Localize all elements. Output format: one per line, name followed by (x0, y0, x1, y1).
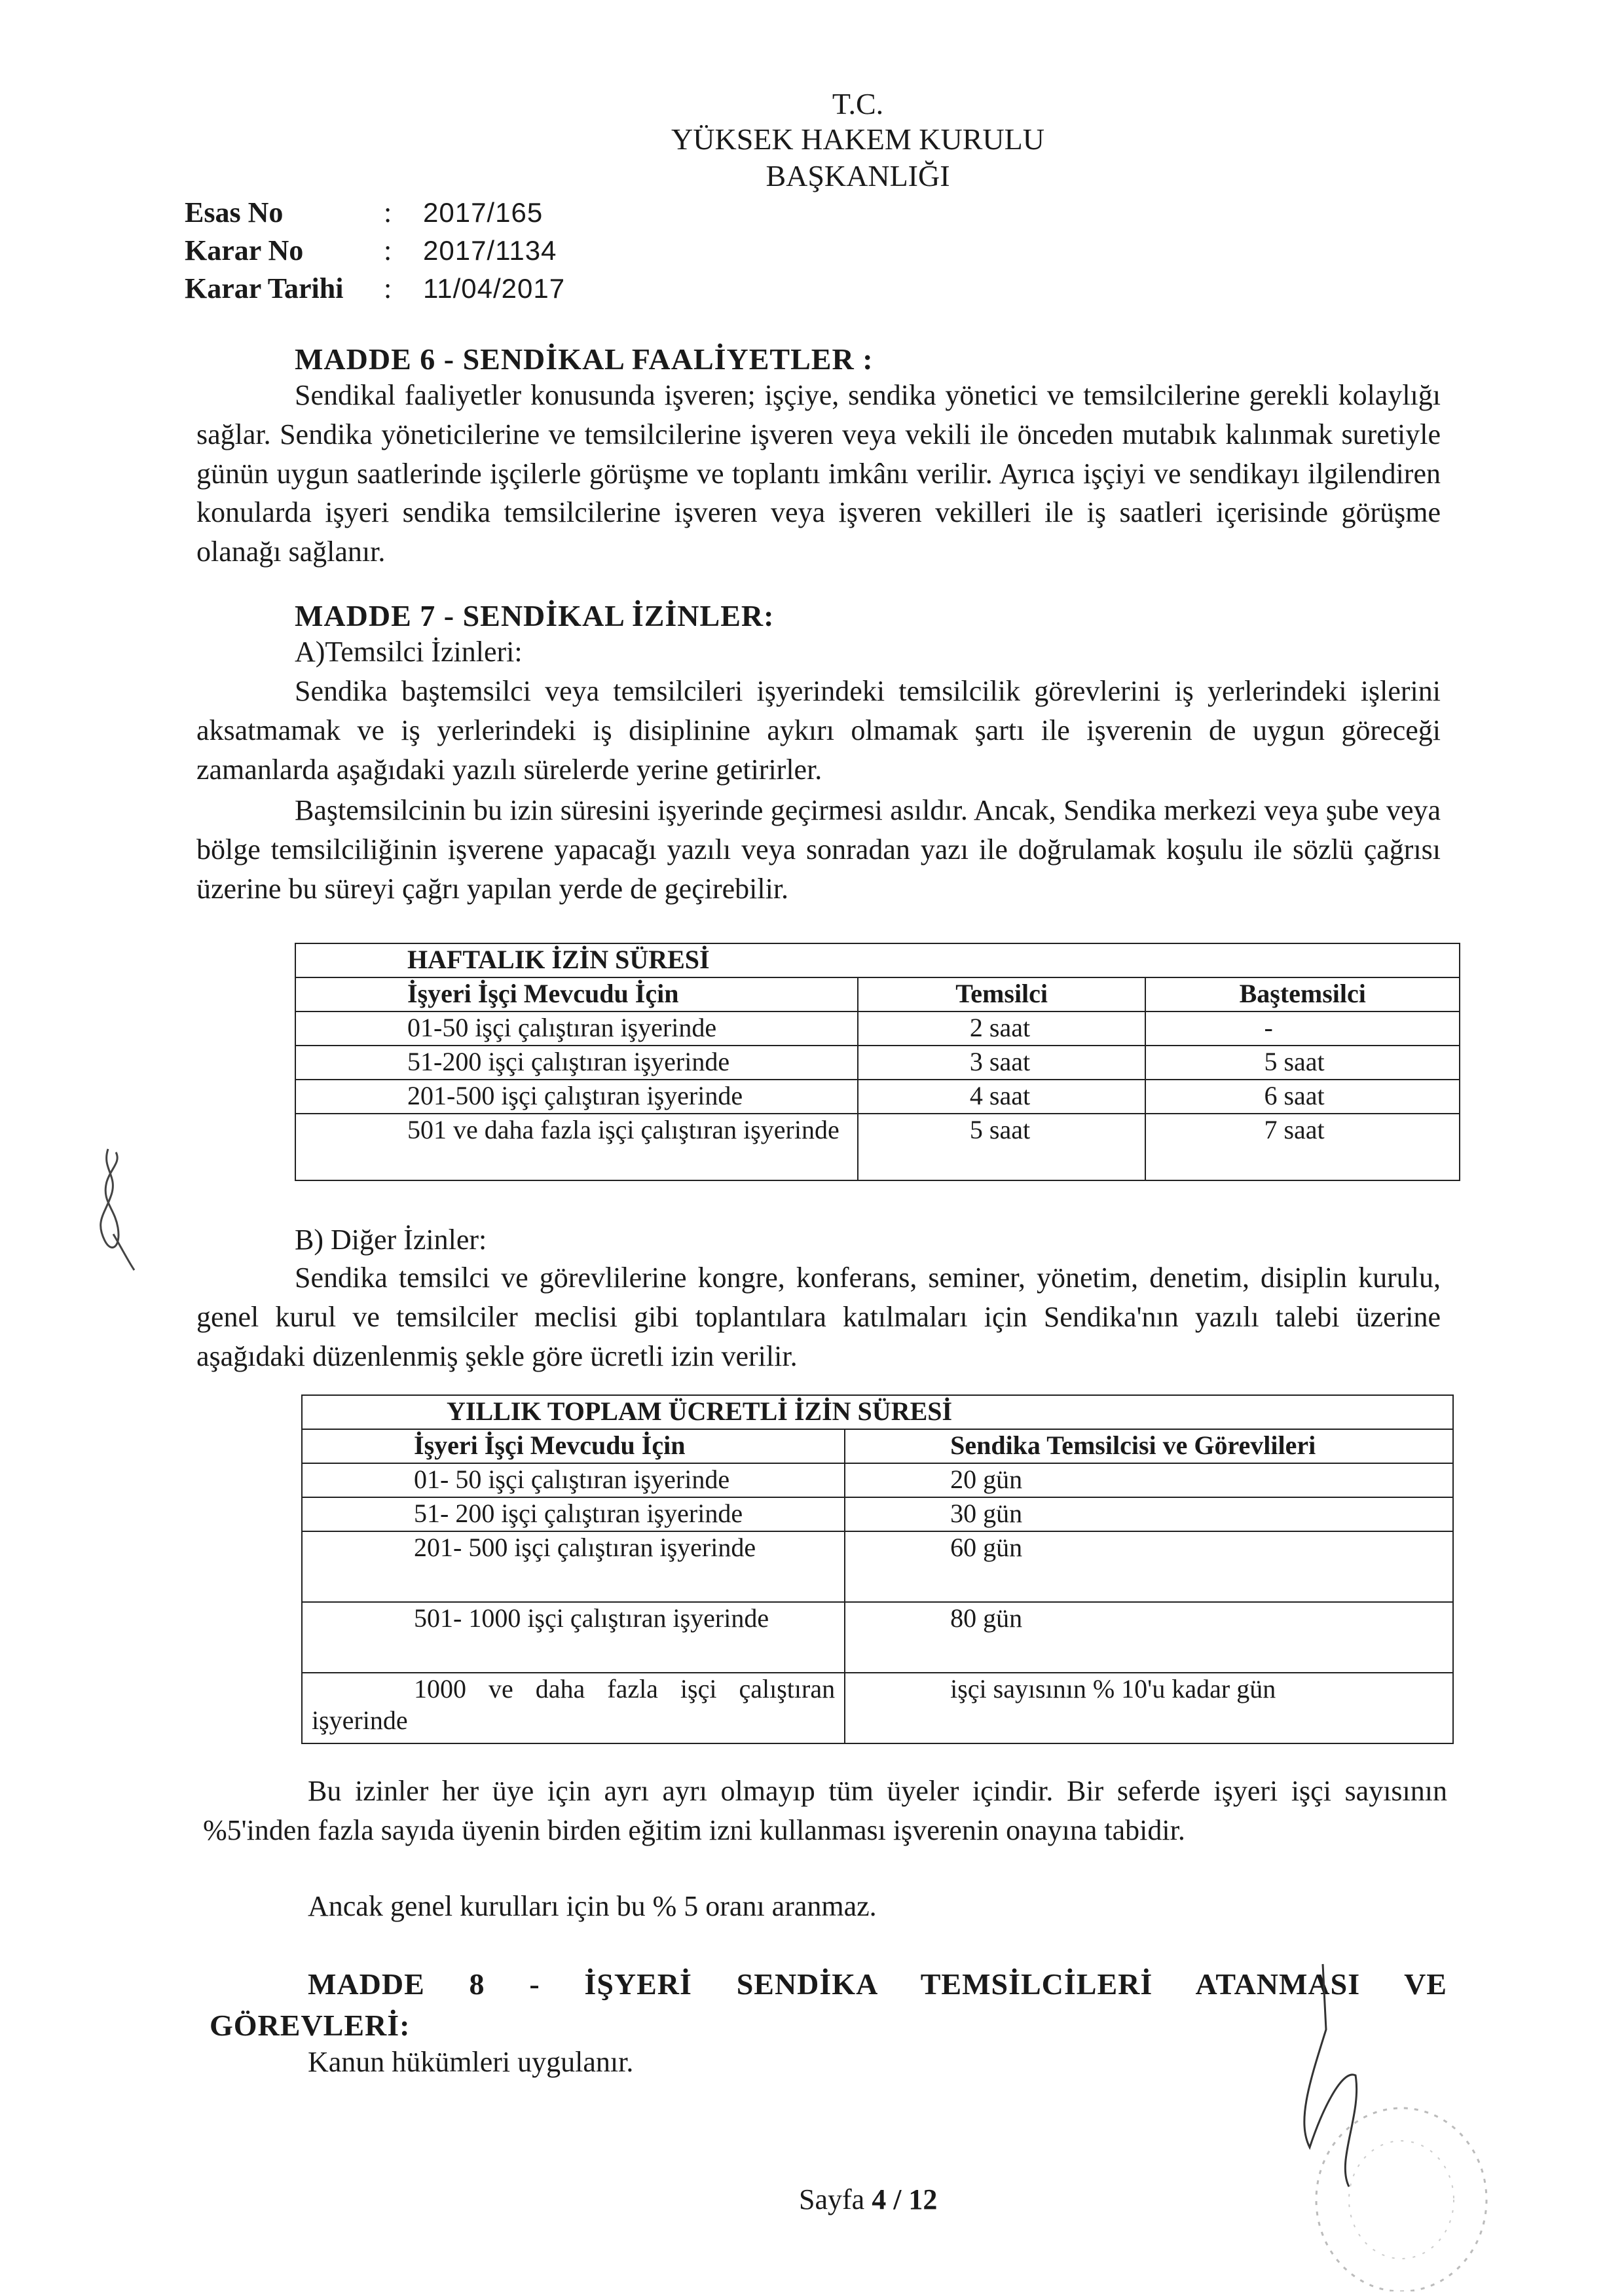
tarih-label: Karar Tarihi (185, 272, 344, 305)
colon: : (384, 272, 392, 305)
annual-leave-table (301, 1394, 1454, 1744)
annual-col-header-workers: İşyeri İşçi Mevcudu İçin (302, 1429, 845, 1463)
karar-label: Karar No (185, 234, 304, 267)
weekly-row-rep: 5 saat (858, 1114, 1146, 1180)
annual-row-value: 20 gün (845, 1463, 1453, 1497)
annual-row-label: 201- 500 işçi çalıştıran işyerinde (302, 1531, 845, 1602)
madde7-para1: Sendika baştemsilci veya temsilcileri işyerindeki temsilcilik görevlerini iş yerlerindeki işlerini aksatmamak ve iş yerlerindeki iş disiplinine aykırı olmamak şartı ile işverenin de uygun göreceği zamanlarda aşağıdaki yazılı sürelerde yerine getirirler. (196, 675, 1441, 786)
annual-row-label: 501- 1000 işçi çalıştıran işyerinde (302, 1602, 845, 1673)
signature-stamp-icon (1270, 1951, 1506, 2291)
table-row (302, 1497, 1453, 1531)
esas-row (185, 194, 565, 232)
page-number (799, 2180, 937, 2219)
tarih-row (185, 270, 565, 308)
weekly-row-rep: 2 saat (858, 1011, 1146, 1046)
madde7-para2: Baştemsilcinin bu izin süresini işyerinde geçirmesi asıldır. Ancak, Sendika merkezi veya şube veya bölge temsilciliğinin işverene yapacağı yazılı veya sonradan yazı ile doğrulamak koşulu ile sözlü çağrısı üzerine bu süreyi çağrı yapılan yerde de geçirebilir. (196, 794, 1441, 905)
weekly-row-label: 51-200 işçi çalıştıran işyerinde (295, 1046, 858, 1080)
annual-row-label: 1000 ve daha fazla işçi çalıştıran işyerinde (302, 1673, 845, 1743)
madde8-title: MADDE 8 - İŞYERİ SENDİKA TEMSİLCİLERİ ATANMASI VE GÖREVLERİ: (210, 1967, 1447, 2042)
weekly-col-header-headrep: Baştemsilci (1145, 977, 1460, 1011)
table-row (295, 1114, 1460, 1180)
annual-col-header-reps: Sendika Temsilcisi ve Görevlileri (845, 1429, 1453, 1463)
header-institution: YÜKSEK HAKEM KURULU (671, 122, 1044, 156)
esas-value: 2017/165 (423, 197, 544, 228)
annual-row-value: işçi sayısının % 10'u kadar gün (845, 1673, 1453, 1743)
colon: : (384, 196, 392, 229)
case-metadata (185, 194, 565, 308)
annual-row-label: 01- 50 işçi çalıştıran işyerinde (302, 1463, 845, 1497)
annual-row-value: 60 gün (845, 1531, 1453, 1602)
esas-label: Esas No (185, 196, 284, 229)
table-row (295, 1046, 1460, 1080)
margin-initial-signature-icon (82, 1142, 147, 1273)
weekly-row-headrep: 7 saat (1145, 1114, 1460, 1180)
weekly-row-rep: 3 saat (858, 1046, 1146, 1080)
madde8-text: Kanun hükümleri uygulanır. (308, 2046, 634, 2078)
annual-table-title: YILLIK TOPLAM ÜCRETLİ İZİN SÜRESİ (302, 1395, 1453, 1429)
page-separator: / (893, 2183, 902, 2215)
weekly-col-header-workers: İşyeri İşçi Mevcudu İçin (295, 977, 858, 1011)
table-row (295, 1080, 1460, 1114)
karar-value: 2017/1134 (423, 235, 557, 266)
weekly-row-label: 201-500 işçi çalıştıran işyerinde (295, 1080, 858, 1114)
page-label: Sayfa (799, 2183, 865, 2215)
weekly-leave-table (295, 943, 1460, 1181)
table-row (302, 1463, 1453, 1497)
header-presidency: BAŞKANLIĞI (766, 159, 950, 192)
madde7-title: MADDE 7 - SENDİKAL İZİNLER: (295, 599, 775, 632)
table-row (295, 1011, 1460, 1046)
weekly-col-header-rep: Temsilci (858, 977, 1146, 1011)
weekly-row-label: 01-50 işçi çalıştıran işyerinde (295, 1011, 858, 1046)
annual-row-value: 30 gün (845, 1497, 1453, 1531)
colon: : (384, 234, 392, 267)
weekly-table-title: HAFTALIK İZİN SÜRESİ (295, 943, 1460, 977)
madde6-text: Sendikal faaliyetler konusunda işveren; işçiye, sendika yönetici ve temsilcilerine gerekli kolaylığı sağlar. Sendika yöneticilerine ve temsilcilerine işveren veya vekili ile önceden mutabık kalınmak suretiyle günün uygun saatlerinde işçilerle görüşme ve toplantı imkânı verilir. Ayrıca işçiyi ve sendikayı ilgilendiren konularda işyeri sendika temsilcilerine işveren veya işveren vekilleri ile iş saatleri içerisinde görüşme olanağı sağlanır. (196, 379, 1441, 568)
weekly-row-headrep: 5 saat (1145, 1046, 1460, 1080)
madde7-para4: Bu izinler her üye için ayrı ayrı olmayıp tüm üyeler içindir. Bir seferde işyeri işçi sayısının %5'inden fazla sayıda üyenin birden eğitim izni kullanması işverenin onayına tabidir. (203, 1775, 1447, 1846)
annual-row-value: 80 gün (845, 1602, 1453, 1673)
weekly-row-rep: 4 saat (858, 1080, 1146, 1114)
karar-row (185, 232, 565, 270)
weekly-row-headrep: - (1145, 1011, 1460, 1046)
madde7-para3: Sendika temsilci ve görevlilerine kongre, konferans, seminer, yönetim, denetim, disiplin kurulu, genel kurul ve temsilciler meclisi gibi toplantılara katılmaları için Sendika'nın yazılı talebi üzerine aşağıdaki düzenlenmiş şekle göre ücretli izin verilir. (196, 1262, 1441, 1372)
table-row (302, 1673, 1453, 1743)
madde6-title: MADDE 6 - SENDİKAL FAALİYETLER : (295, 342, 874, 376)
madde7-sub-b: B) Diğer İzinler: (295, 1224, 487, 1256)
page-current: 4 (872, 2183, 887, 2215)
madde7-sub-a: A)Temsilci İzinleri: (295, 636, 523, 668)
table-row (302, 1531, 1453, 1602)
tarih-value: 11/04/2017 (423, 273, 566, 304)
annual-row-label: 51- 200 işçi çalıştıran işyerinde (302, 1497, 845, 1531)
madde7-para5: Ancak genel kurulları için bu % 5 oranı aranmaz. (308, 1890, 877, 1922)
table-row (302, 1602, 1453, 1673)
page-total: 12 (908, 2183, 938, 2215)
weekly-row-headrep: 6 saat (1145, 1080, 1460, 1114)
header-tc: T.C. (832, 87, 884, 120)
weekly-row-label: 501 ve daha fazla işçi çalıştıran işyerinde (295, 1114, 858, 1180)
